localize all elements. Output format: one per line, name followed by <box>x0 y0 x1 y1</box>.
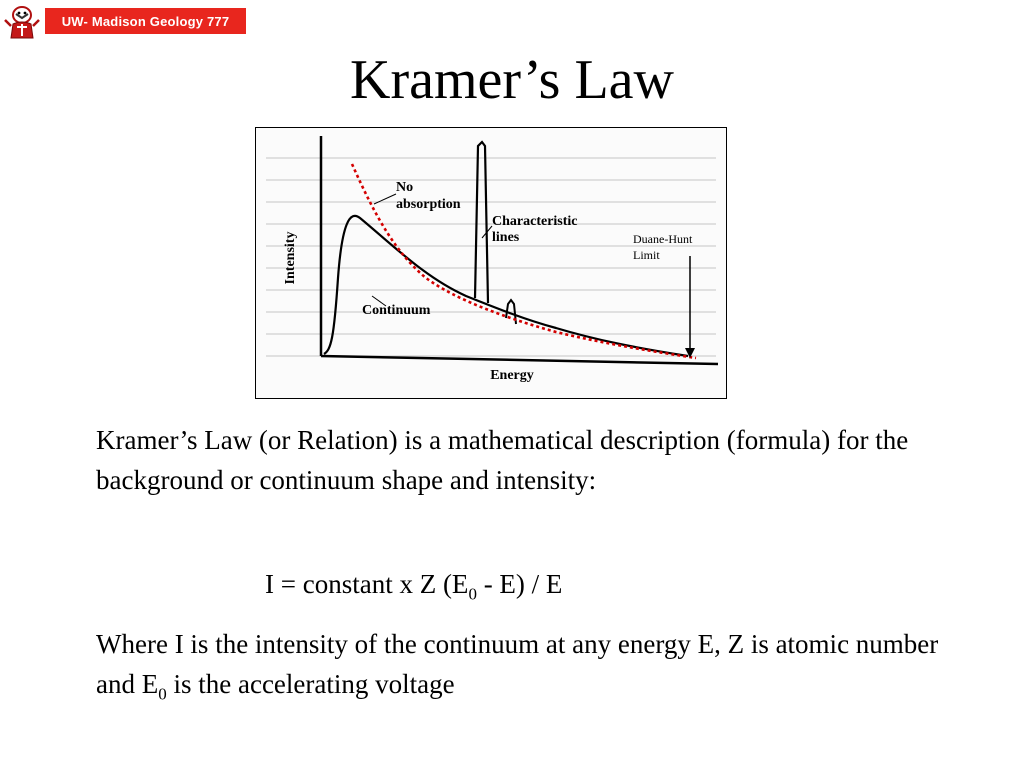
duane-hunt-label-1: Duane-Hunt <box>633 232 693 246</box>
characteristic-peak-main <box>475 142 488 303</box>
course-badge: UW- Madison Geology 777 <box>45 8 246 34</box>
formula-prefix: I = constant x Z (E <box>265 569 469 599</box>
characteristic-label-1: Characteristic <box>492 214 578 229</box>
badger-logo <box>2 2 42 42</box>
y-axis-label: Intensity <box>283 231 298 285</box>
definition-subscript: 0 <box>158 684 167 704</box>
spectrum-diagram <box>256 128 726 398</box>
no-absorption-label-1: No <box>396 180 414 195</box>
formula-subscript: 0 <box>468 584 477 604</box>
kramers-formula <box>265 564 562 604</box>
definition-part-1: Where I is the intensity of the continuum at any energy E, Z is atomic number and E <box>96 629 939 699</box>
definition-paragraph <box>96 624 956 704</box>
description-paragraph: Kramer’s Law (or Relation) is a mathematical description (formula) for the background or continuum shape and intensity: <box>96 425 909 495</box>
no-absorption-label-2: absorption <box>396 197 461 212</box>
continuum-label: Continuum <box>362 303 431 318</box>
formula-suffix: - E) / E <box>476 569 563 599</box>
badger-mascot-icon <box>2 2 42 42</box>
characteristic-label-2: lines <box>492 230 520 245</box>
x-axis <box>321 356 718 364</box>
spectrum-figure <box>255 127 727 399</box>
definition-part-2: is the accelerating voltage <box>166 669 455 699</box>
slide-title: Kramer’s Law <box>350 49 674 111</box>
duane-hunt-label-2: Limit <box>633 248 660 262</box>
x-axis-label: Energy <box>490 368 534 383</box>
